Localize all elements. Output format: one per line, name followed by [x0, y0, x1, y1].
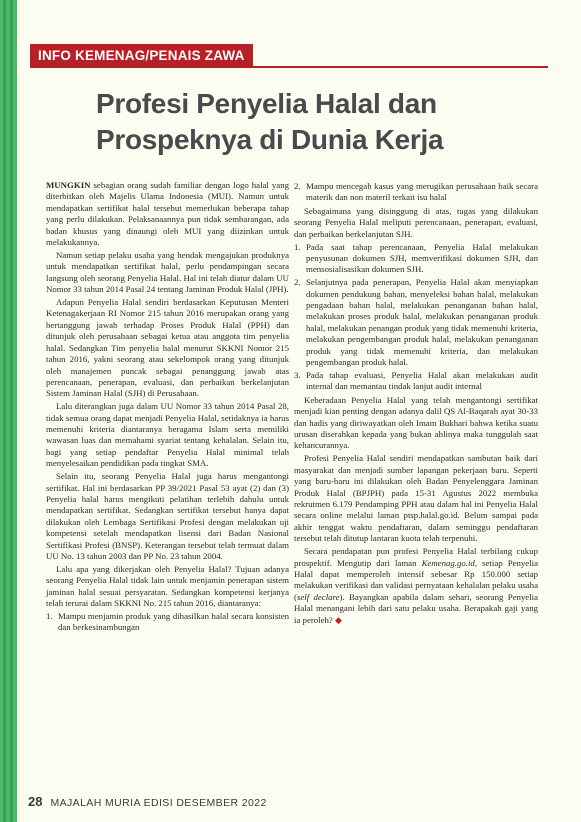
section-rule: [30, 66, 548, 68]
paragraph: Adapun Penyelia Halal sendiri berdasarkan Keputusan Menteri Ketenagakerjaan RI Nomor 215 tahun 2016 merupakan orang yang bertanggung jawab terhadap Proses Produk Halal (PPH) dan ditunjuk oleh perusahaan sebagai ketua atau anggota tim penyelia halal. Sedangkan Tim penyelia halal menurut SKKNI Nomor 215 tahun 2016, yakni seorang atau sekelompok orang yang ditunjuk oleh manajemen puncak sebagai penanggung jawab atas perencanaan, penerapan, evaluasi, dan perbaikan berkelanjutan Sistem Jaminan Halal (SJH) di Perusahaan.: [46, 297, 289, 399]
list-item: [294, 370, 538, 393]
list-item: [294, 277, 538, 368]
paragraph: Selain itu, seorang Penyelia Halal juga harus mengantongi sertifikat. Hal ini berdasarkan PP 39/2021 Pasal 53 ayat (2) dan (3) Penyelia halal harus mengikuti pelatihan terlebih dahulu untuk mendapatkan sertifikat. Sedangkan sertifikat tersebut hanya dapat dilakukan oleh Lembaga Sertifikasi Profesi dengan melakukan uji kompetensi setelah mendapatkan lisensi dari Badan Nasional Sertifikasi Profesi (BNSP). Keterangan tersebut telah termuat dalam UU No. 13 tahun 2003 dan PP No. 23 tahun 2004.: [46, 471, 289, 561]
list-number: 1.: [294, 241, 301, 252]
task-list: [294, 242, 538, 393]
end-mark-icon: ◆: [335, 614, 342, 625]
title-line-1: Profesi Penyelia Halal dan: [96, 88, 437, 119]
list-number: 2.: [294, 181, 301, 191]
left-column: [46, 180, 289, 636]
paragraph: [294, 546, 538, 626]
list-text: Selanjutnya pada penerapan, Penyelia Halal akan menyiapkan dokumen pendukung bahan, menyeleksi bahan halal, melakukan pengadaan bahan halal, melakukan penanganan bahan halal, melakukan proses produk halal, melakukan penanganan produk halal, melakukan penangan produk yang tidak memenuhi kriteria, melakukan pengembangan produk halal, melakukan penanganan produk yang tidak memenuhi kriteria, dan melakukan pengembangan produk halal.: [306, 277, 538, 368]
competency-list: [46, 611, 289, 634]
paragraph: [46, 180, 289, 248]
side-bar-stripe: [10, 0, 13, 822]
paragraph: Sebagaimana yang disinggung di atas, tugas yang dilakukan seorang Penyelia Halal meliputi perencanaan, penerapan, evaluasi, dan perbaikan berkelanjutan SJH.: [294, 205, 538, 239]
paragraph-text: , setiap Penyelia Halal dapat memperoleh intensif sebesar Rp 150.000 setiap melakukan verifikasi dan validasi pernyataan kehalalan pelaku usaha (: [294, 557, 538, 602]
list-number: 1.: [46, 611, 53, 622]
term-self-declare: self declare: [296, 591, 340, 602]
list-text: Pada saat tahap perencanaan, Penyelia Halal melakukan penyusunan dokumen SJH, memverifikasi dokumen SJH, dan mensosialisasikan dokumen SJH.: [306, 241, 538, 275]
side-bar-stripe: [3, 0, 6, 822]
section-label: INFO KEMENAG/PENAIS ZAWA: [30, 44, 253, 66]
paragraph: Profesi Penyelia Halal sendiri mendapatkan sambutan baik dari masyarakat dan menjadi sumber lapangan pekerjaan baru. Seperti yang baru-baru ini dilakukan oleh Badan Penyelenggara Jaminan Produk Halal (BPJPH) pada 15-31 Agustus 2022 membuka rekrutmen 6.179 Pendamping PPH atau dalam hal ini Penyelia Halal secara online melalui laman ptsp.halal.go.id. Belum sampai pada akhir tenggat waktu pendaftaran, dalam seminggu pendaftaran tersebut telah ditutup lantaran kuota telah terpenuhi.: [294, 453, 538, 544]
competency-list-continued: [294, 181, 538, 204]
list-number: 3.: [294, 370, 301, 380]
paragraph-text: ). Bayangkan apabila dalam sehari, seorang Penyelia Halal menangani lebih dari satu pelaku usaha. Berapakah gaji yang ia peroleh?: [294, 591, 538, 625]
list-number: 2.: [294, 277, 301, 288]
title-line-2: Prospeknya di Dunia Kerja: [96, 124, 444, 155]
magazine-name: MAJALAH MURIA EDISI DESEMBER 2022: [50, 797, 267, 809]
lead-word: MUNGKIN: [46, 180, 91, 190]
page-number: 28: [28, 794, 43, 809]
list-item: [294, 242, 538, 276]
page-footer: [28, 794, 267, 809]
paragraph: Namun setiap pelaku usaha yang hendak mengajukan produknya untuk mendapatkan sertifikat halal, perlu pendampingan secara langsung oleh seorang Penyelia Halal. Hal ini telah diatur dalam UU Nomor 33 tahun 2014 Pasal 24 tentang Jaminan Produk Halal (JPH).: [46, 249, 289, 295]
list-text: Pada tahap evaluasi, Penyelia Halal akan melakukan audit internal dan memantau tindak lanjut audit internal: [306, 370, 538, 392]
right-column: [294, 181, 538, 627]
article-title: [96, 86, 536, 158]
list-text: Mampu mencegah kasus yang merugikan perusahaan baik secara materik dan non materil terkait isu halal: [306, 181, 538, 203]
list-text: Mampu menjamin produk yang dihasilkan halal secara konsisten dan berkesinambungan: [58, 611, 289, 633]
list-item: [46, 611, 289, 634]
paragraph: Lalu diterangkan juga dalam UU Nomor 33 tahun 2014 Pasal 28, tidak semua orang dapat menjadi Penyelia Halal, setidaknya ia harus memenuhi kriteria diantaranya beragama Islam serta memiliki wawasan luas dan memahami syariat tentang kehalalan. Selain itu, bagi yang setiap pendaftar Penyelia Halal minimal telah menyelesaikan pendidikan pada tingkat SMA.: [46, 401, 289, 469]
paragraph-text: Secara pendapatan pun profesi Penyelia Halal terbilang cukup prospektif. Mengutip dari laman: [294, 546, 538, 568]
paragraph: Lalu apa yang dikerjakan oleh Penyelia Halal? Tujuan adanya seorang Penyelia Halal tidak lain untuk menjamin penerapan sistem jaminan halal sesuai persyaratan. Sedangkan kompetensi kerjanya telah terurai dalam SKKNI No. 215 tahun 2016, diantaranya:: [46, 563, 289, 609]
side-green-bar: [0, 0, 17, 822]
paragraph-text: sebagian orang sudah familiar dengan logo halal yang diterbitkan oleh Majelis Ulama Indonesia (MUI). Namun untuk mendapatkan sertifikat halal tersebut memerlukan beberapa tahap yang perlu dilakukan. Pelaksanaannya pun tidak sembarangan, ada badan khusus yang dinaungi oleh MUI yang diizinkan untuk melakukannya.: [46, 180, 289, 248]
list-item: [294, 181, 538, 204]
paragraph: Keberadaan Penyelia Halal yang telah mengantongi sertifikat menjadi kian penting dengan adanya dalil QS Al-Baqarah ayat 30-33 dan hadis yang diriwayatkan oleh Imam Bukhari bahwa ketika suatu urusan diserahkan kepada yang bukan ahlinya maka tunggulah saat kehancurannya.: [294, 394, 538, 451]
website-reference: Kemenag.go.id: [421, 557, 475, 568]
